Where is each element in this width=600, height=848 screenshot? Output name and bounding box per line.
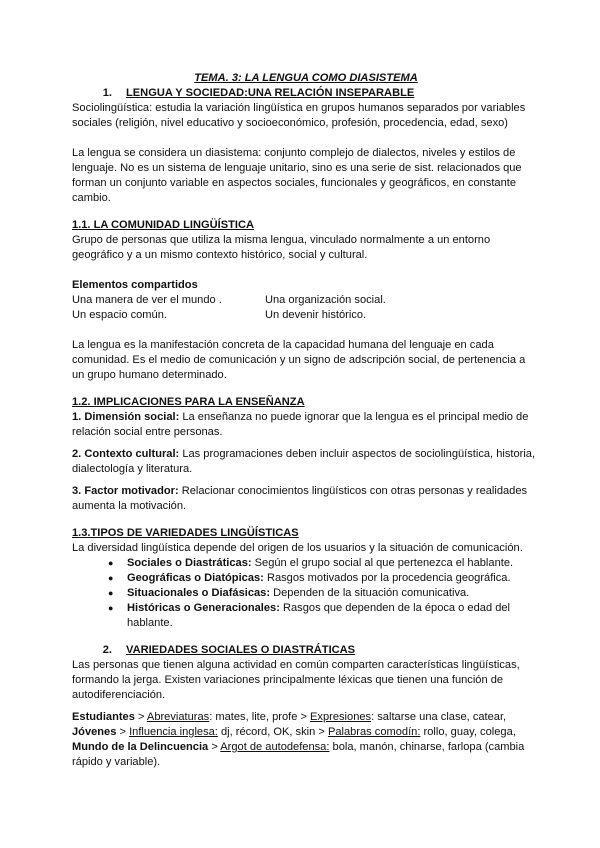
shared-element: Un devenir histórico. [265, 309, 367, 321]
item-text: Según el grupo social al que pertenezca el hablante. [251, 557, 514, 569]
category-label: Influencia inglesa: [129, 726, 218, 738]
bullet-icon: ● [108, 603, 114, 613]
item-text: Relacionar conocimientos lingüísticos con otras personas y realidades aumenta la motivación. [72, 485, 528, 512]
item-label: 1. Dimensión social: [72, 411, 180, 423]
paragraph: La lengua es la manifestación concreta de la capacidad humana del lenguaje en cada comunidad. Es el medio de comunicación y un signo de adscripción social, de pertenencia a un grupo humano determinado. [72, 339, 526, 381]
section-1-heading [90, 86, 540, 101]
list-item [108, 586, 540, 601]
shared-elements-row [72, 308, 540, 323]
subsection-1-2-heading: 1.2. IMPLICACIONES PARA LA ENSEÑANZA [72, 396, 305, 408]
implication-item [72, 410, 540, 440]
jargon-line [72, 725, 540, 740]
category-values: : saltarse una clase, catear, [371, 711, 507, 723]
shared-element: Una manera de ver el mundo . [72, 294, 222, 306]
shared-element: Una organización social. [265, 294, 386, 306]
item-text: La enseñanza no puede ignorar que la lengua es el principal medio de relación social entre personas. [72, 411, 529, 438]
category-values: bola, manón, chinarse, farlopa (cambia rápido y variable). [72, 741, 525, 768]
item-text: Rasgos motivados por la procedencia geográfica. [263, 572, 511, 584]
paragraph: Sociolingüística: estudia la variación lingüística en grupos humanos separados por variables sociales (religión, nivel educativo y socioeconómico, profesión, procedencia, edad, sexo) [72, 102, 526, 129]
list-item [108, 571, 540, 586]
item-label: Históricas o Generacionales: [127, 602, 280, 614]
variety-list [72, 556, 540, 631]
bullet-icon: ● [108, 573, 114, 583]
shared-elements-title: Elementos compartidos [72, 279, 198, 291]
list-item [108, 601, 540, 631]
paragraph: Las personas que tienen alguna actividad en común comparten características lingüísticas, formando la jerga. Existen variaciones principalmente léxicas que tienen una función de autodiferenciación. [72, 659, 520, 701]
section-title: VARIEDADES SOCIALES O DIASTRÁTICAS [126, 644, 356, 656]
category-label: Palabras comodín: [327, 726, 421, 738]
jargon-line [72, 710, 540, 725]
paragraph: La diversidad lingüística depende del origen de los usuarios y la situación de comunicación. [72, 542, 523, 554]
item-label: Situacionales o Diafásicas: [127, 587, 271, 599]
category-label: Abreviaturas [146, 711, 210, 723]
subsection-1-3-heading: 1.3.TIPOS DE VARIEDADES LINGÜÍSTICAS [72, 527, 299, 539]
item-label: 3. Factor motivador: [72, 485, 179, 497]
implication-item [72, 447, 540, 477]
document-title: TEMA. 3: LA LENGUA COMO DIASISTEMA [194, 72, 418, 84]
item-label: Sociales o Diastráticas: [127, 557, 252, 569]
category-label: Argot de autodefensa: [220, 741, 330, 753]
separator: > [116, 726, 130, 738]
subsection-1-1-heading: 1.1. LA COMUNIDAD LINGÜÍSTICA [72, 219, 255, 231]
category-values: rollo, guay, colega, [420, 726, 516, 738]
separator: > [134, 711, 147, 723]
section-2-heading [90, 643, 540, 658]
paragraph: La lengua se considera un diasistema: conjunto complejo de dialectos, niveles y estilos de lenguaje. No es un sistema de lenguaje unitario, sino es una serie de sist. relacionados que forman un conjunto variable en aspectos sociales, funcionales y geográficos, en constante cambio. [72, 147, 522, 204]
item-text: Rasgos que dependen de la época o edad del hablante. [127, 602, 510, 629]
paragraph: Grupo de personas que utiliza la misma lengua, vinculado normalmente a un entorno geográfico y a un mismo contexto histórico, social y cultural. [72, 234, 491, 261]
item-label: Geográficas o Diatópicas: [127, 572, 264, 584]
category-label: Expresiones [310, 711, 372, 723]
item-text: Las programaciones deben incluir aspectos de sociolingüística, historia, dialectología y literatura. [72, 448, 536, 475]
group-label: Mundo de la Delincuencia [72, 741, 209, 753]
separator: > [208, 741, 221, 753]
jargon-line [72, 740, 540, 770]
bullet-icon: ● [108, 558, 114, 568]
shared-element: Un espacio común. [72, 309, 167, 321]
category-values: dj, récord, OK, skin > [217, 726, 328, 738]
bullet-icon: ● [108, 588, 114, 598]
section-title: LENGUA Y SOCIEDAD:UNA RELACIÓN INSEPARABLE [126, 87, 415, 99]
item-text: Dependen de la situación comunicativa. [270, 587, 470, 599]
section-number: 2. [102, 644, 112, 656]
group-label: Estudiantes [72, 711, 135, 723]
category-values: : mates, lite, profe > [209, 711, 311, 723]
implication-item [72, 484, 540, 514]
section-number: 1. [102, 87, 112, 99]
group-label: Jóvenes [72, 726, 117, 738]
item-label: 2. Contexto cultural: [72, 448, 180, 460]
shared-elements-row [72, 293, 540, 308]
list-item [108, 556, 540, 571]
